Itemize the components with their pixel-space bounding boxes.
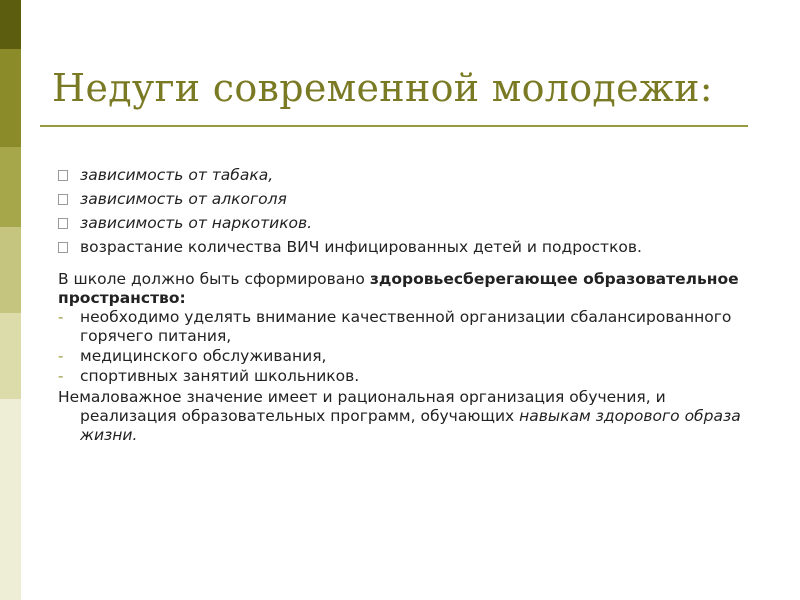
list-item — [58, 214, 758, 233]
bullet-box-icon — [58, 170, 68, 181]
school-emphasis-text: здоровьесберегающее образовательное пространство: — [58, 270, 739, 307]
stripe-segment — [0, 399, 21, 600]
stripe-segment — [0, 147, 21, 227]
school-intro-text: В школе должно быть сформировано — [58, 270, 370, 288]
decorative-side-stripe — [0, 0, 21, 600]
school-paragraph — [58, 270, 758, 308]
dash-list-item — [58, 347, 758, 366]
closing-text: Немаловажное значение имеет и рациональная организация обучения, и реализация образовательных программ, обучающих — [58, 388, 666, 425]
closing-emphasis-text: навыкам здорового образа жизни. — [80, 407, 741, 444]
bullet-text: возрастание количества ВИЧ инфицированных детей и подростков. — [80, 238, 642, 256]
dash-marker: - — [58, 347, 64, 365]
bullet-box-icon — [58, 242, 68, 253]
bullet-text: зависимость от табака, — [80, 166, 274, 184]
slide-title: Недуги современной молодежи: — [52, 66, 713, 110]
stripe-segment — [0, 0, 21, 49]
dash-list-item — [58, 308, 758, 346]
list-item — [58, 238, 758, 257]
closing-paragraph — [58, 388, 758, 445]
bullet-text: зависимость от алкоголя — [80, 190, 287, 208]
list-item — [58, 166, 758, 185]
dash-marker: - — [58, 308, 64, 326]
title-underline — [40, 125, 748, 127]
bullet-box-icon — [58, 194, 68, 205]
bullet-box-icon — [58, 218, 68, 229]
stripe-segment — [0, 227, 21, 313]
stripe-segment — [0, 49, 21, 147]
dash-item-text: спортивных занятий школьников. — [80, 367, 360, 385]
list-item — [58, 190, 758, 209]
dash-item-text: медицинского обслуживания, — [80, 347, 327, 365]
dash-item-text: необходимо уделять внимание качественной организации сбалансированного горячего питания, — [80, 308, 732, 345]
stripe-segment — [0, 313, 21, 399]
slide-content — [58, 166, 758, 445]
bullet-text: зависимость от наркотиков. — [80, 214, 313, 232]
dash-list-item — [58, 367, 758, 386]
dash-marker: - — [58, 367, 64, 385]
